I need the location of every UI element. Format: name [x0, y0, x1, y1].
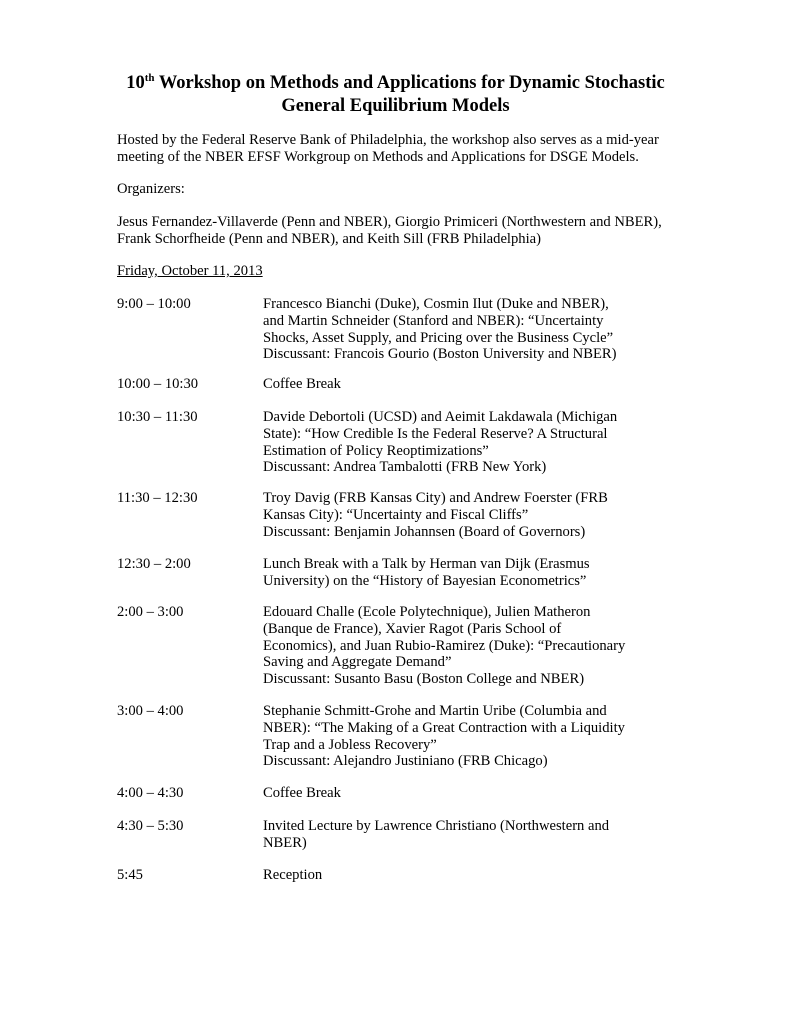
session-time: 4:00 – 4:30 — [117, 785, 184, 801]
session-line: Reception — [263, 867, 323, 883]
schedule-day-heading: Friday, October 11, 2013 — [117, 263, 263, 279]
intro-line: Hosted by the Federal Reserve Bank of Philadelphia, the workshop also serves as a mid-year — [117, 132, 659, 148]
session-description — [263, 490, 683, 540]
session-line: Edouard Challe (Ecole Polytechnique), Julien Matheron — [263, 604, 591, 620]
session-line: (Banque de France), Xavier Ragot (Paris School of — [263, 620, 562, 637]
session-line: Shocks, Asset Supply, and Pricing over the Business Cycle” — [263, 329, 614, 346]
session-line: Discussant: Andrea Tambalotti (FRB New York) — [263, 459, 547, 476]
session-line: Saving and Aggregate Demand” — [263, 654, 452, 671]
session-line: Discussant: Francois Gourio (Boston University and NBER) — [263, 346, 617, 363]
session-description — [263, 296, 683, 363]
organizers-paragraph — [117, 214, 677, 248]
title-superscript: th — [144, 71, 155, 84]
intro-line: meeting of the NBER EFSF Workgroup on Methods and Applications for DSGE Models. — [117, 148, 639, 165]
page-title — [80, 72, 711, 118]
title-number: 10 — [126, 73, 145, 93]
session-line: Economics), and Juan Rubio-Ramirez (Duke): “Precautionary — [263, 637, 626, 654]
session-line: State): “How Credible Is the Federal Reserve? A Structural — [263, 425, 608, 442]
session-line: Trap and a Jobless Recovery” — [263, 736, 437, 753]
session-time: 4:30 – 5:30 — [117, 818, 184, 834]
session-line: Kansas City): “Uncertainty and Fiscal Cliffs” — [263, 506, 529, 523]
session-line: Coffee Break — [263, 376, 341, 392]
session-line: Francesco Bianchi (Duke), Cosmin Ilut (Duke and NBER), — [263, 296, 609, 312]
session-line: University) on the “History of Bayesian Econometrics” — [263, 572, 587, 589]
session-line: Lunch Break with a Talk by Herman van Dijk (Erasmus — [263, 556, 590, 572]
session-line: Discussant: Alejandro Justiniano (FRB Chicago) — [263, 753, 548, 770]
session-time: 5:45 — [117, 867, 143, 883]
intro-paragraph — [117, 132, 677, 166]
title-line-1-text: Workshop on Methods and Applications for Dynamic Stochastic — [154, 73, 665, 93]
session-description — [263, 785, 683, 802]
session-description — [263, 703, 683, 770]
session-line: Stephanie Schmitt-Grohe and Martin Uribe (Columbia and — [263, 703, 607, 719]
session-line: Davide Debortoli (UCSD) and Aeimit Lakdawala (Michigan — [263, 409, 618, 425]
session-description — [263, 604, 683, 688]
organizers-label: Organizers: — [117, 181, 185, 197]
session-line: NBER) — [263, 834, 307, 851]
session-description — [263, 376, 683, 393]
session-time: 9:00 – 10:00 — [117, 296, 191, 312]
session-time: 10:30 – 11:30 — [117, 409, 198, 425]
title-line-1 — [80, 72, 711, 95]
session-time: 3:00 – 4:00 — [117, 703, 184, 719]
session-time: 2:00 – 3:00 — [117, 604, 184, 620]
session-line: Discussant: Susanto Basu (Boston College and NBER) — [263, 671, 585, 688]
organizers-line: Jesus Fernandez-Villaverde (Penn and NBER), Giorgio Primiceri (Northwestern and NBER), — [117, 214, 662, 230]
session-line: Invited Lecture by Lawrence Christiano (Northwestern and — [263, 818, 610, 834]
session-line: Discussant: Benjamin Johannsen (Board of Governors) — [263, 523, 586, 540]
session-description — [263, 556, 683, 590]
session-line: and Martin Schneider (Stanford and NBER): “Uncertainty — [263, 312, 604, 329]
organizers-line: Frank Schorfheide (Penn and NBER), and Keith Sill (FRB Philadelphia) — [117, 230, 541, 247]
session-time: 11:30 – 12:30 — [117, 490, 198, 506]
session-line: Troy Davig (FRB Kansas City) and Andrew Foerster (FRB — [263, 490, 608, 506]
session-description — [263, 867, 683, 884]
session-description — [263, 818, 683, 852]
session-time: 10:00 – 10:30 — [117, 376, 199, 392]
title-line-2: General Equilibrium Models — [281, 96, 510, 116]
session-line: Coffee Break — [263, 785, 341, 801]
session-line: NBER): “The Making of a Great Contraction with a Liquidity — [263, 719, 625, 736]
session-time: 12:30 – 2:00 — [117, 556, 191, 572]
session-description — [263, 409, 683, 476]
session-line: Estimation of Policy Reoptimizations” — [263, 442, 489, 459]
